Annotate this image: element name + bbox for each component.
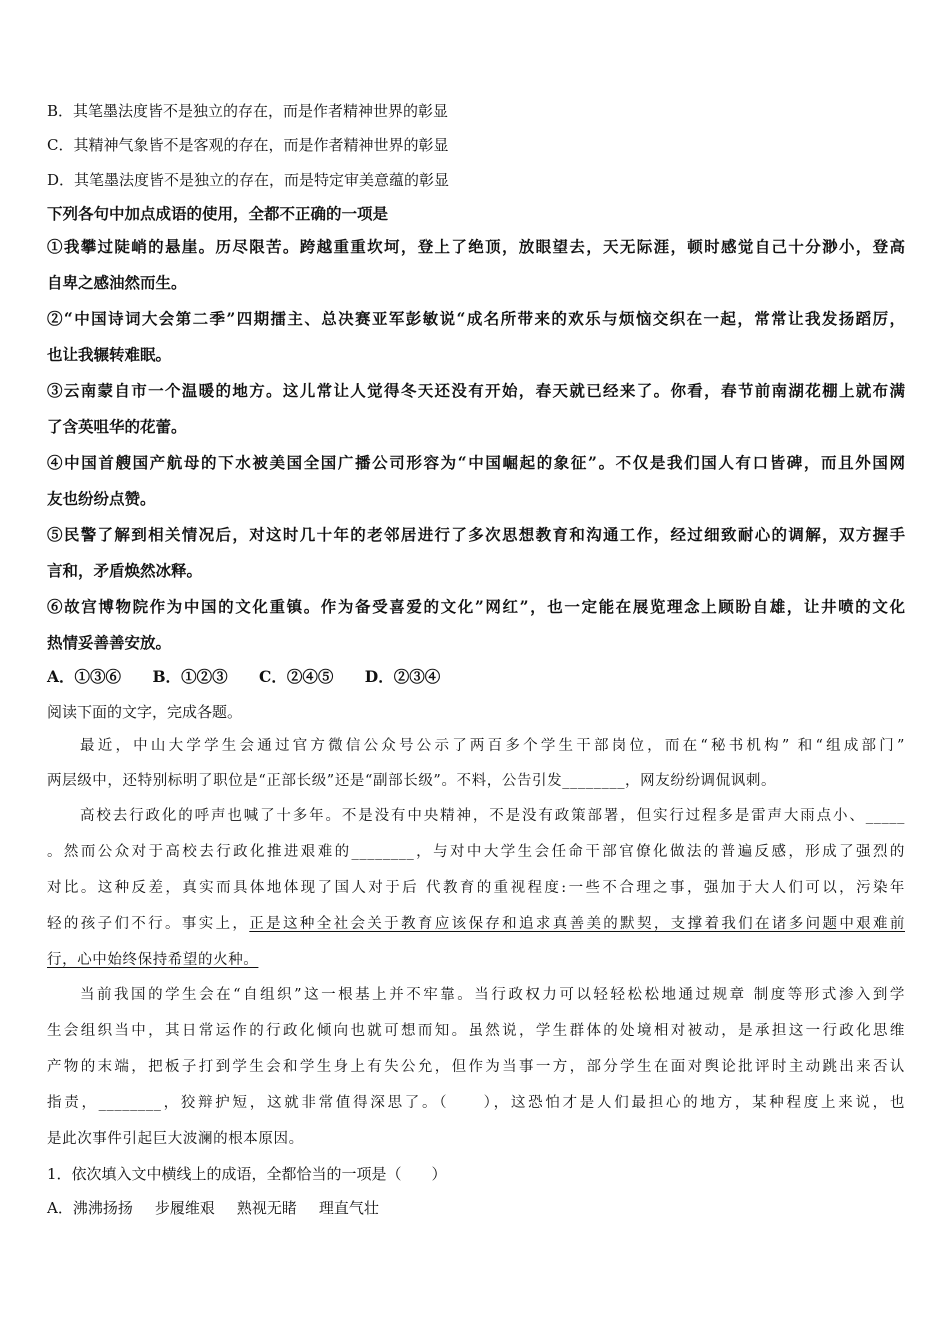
reading-instruction: 阅读下面的文字，完成各题。 <box>47 703 243 721</box>
passage-line: 产物的末端，把板子打到学生会和学生身上有失公允，但作为当事一方，部分学生在面对舆论批评时主动跳出来否认 <box>47 1059 905 1075</box>
option-text: 其笔墨法度皆不是独立的存在，而是特定审美意蕴的彰显 <box>74 171 450 189</box>
sentence-2-line-1: ②“中国诗词大会第二季”四期擂主、总决赛亚军彭敏说“成名所带来的欢乐与烦恼交织在一起，常常让我发扬蹈厉， <box>47 309 905 328</box>
sentence-1-line-1: ①我攀过陡峭的悬崖。历尽限苦。跨越重重坎坷，登上了绝顶，放眼望去，天无际涯，顿时感觉自己十分渺小，登高 <box>47 237 905 256</box>
passage-line: 。然而公众对于高校去行政化推进艰难的________，与对中大学生会任命干部官僚化做法的普遍反感，形成了强烈的 <box>47 844 905 860</box>
sentence-3-line-2: 了含英咀华的花蕾。 <box>47 417 187 436</box>
answer-choices <box>47 667 440 687</box>
passage-line: 对比。这种反差，真实而具体地体现了国人对于后 代教育的重视程度:一些不合理之事，强加于大人们可以，污染年 <box>47 880 905 896</box>
choice-b: B．①②③ <box>152 667 228 686</box>
passage-line: 生会组织当中，其日常运作的行政化倾向也就可想而知。虽然说，学生群体的处境相对被动，是承担这一行政化思维 <box>47 1023 905 1039</box>
passage-text: 轻的孩子们不行。事实上， <box>47 916 250 932</box>
choice-c: C．②④⑤ <box>258 667 334 686</box>
sentence-6-line-2: 热情妥善善安放。 <box>47 633 172 652</box>
sentence-4-line-2: 友也纷纷点赞。 <box>47 489 156 508</box>
option-text: 其笔墨法度皆不是独立的存在，而是作者精神世界的彰显 <box>73 102 449 120</box>
passage-line: 两层级中，还特别标明了职位是“正部长级”还是“副部长级”。不料，公告引发________，网友纷纷调侃讽刺。 <box>47 773 777 789</box>
choice-a: A．①③⑥ <box>47 667 122 686</box>
sentence-2-line-2: 也让我辗转难眠。 <box>47 345 172 364</box>
option-label: C． <box>47 136 74 154</box>
question-stem: 下列各句中加点成语的使用，全都不正确的一项是 <box>47 204 389 223</box>
option-label: A． <box>47 1199 73 1217</box>
option-d <box>47 170 449 190</box>
sentence-4-line-1: ④中国首艘国产航母的下水被美国全国广播公司形容为“中国崛起的象征”。不仅是我们国人有口皆碑，而且外国网 <box>47 453 905 472</box>
underlined-sentence: 正是这种全社会关于教育应该保存和追求真善美的默契，支撑着我们在诸多问题中艰难前 <box>249 916 905 932</box>
passage-line: 最近，中山大学学生会通过官方微信公众号公示了两百多个学生干部岗位，而在“秘书机构” 和“组成部门” <box>80 738 905 754</box>
sentence-3-line-1: ③云南蒙自市一个温暖的地方。这儿常让人觉得冬天还没有开始，春天就已经来了。你看，春节前南湖花棚上就布满 <box>47 381 905 400</box>
sentence-6-line-1: ⑥故宫博物院作为中国的文化重镇。作为备受喜爱的文化”网红”，也一定能在展览理念上顾盼自雄，让井喷的文化 <box>47 597 905 616</box>
option-word: 步履维艰 <box>154 1199 215 1217</box>
passage-line: 是此次事件引起巨大波澜的根本原因。 <box>47 1131 304 1147</box>
option-word: 沸沸扬扬 <box>72 1199 133 1217</box>
sentence-5-line-1: ⑤民警了解到相关情况后，对这时几十年的老邻居进行了多次思想教育和沟通工作，经过细致耐心的调解，双方握手 <box>47 525 905 544</box>
sentence-1-line-2: 自卑之感油然而生。 <box>47 273 187 292</box>
passage-line: 指责，________，狡辩护短，这就非常值得深思了。（ ），这恐怕才是人们最担心的地方，某种程度上来说，也 <box>47 1095 905 1111</box>
sentence-5-line-2: 言和，矛盾焕然冰释。 <box>47 561 203 580</box>
option-b <box>47 101 448 121</box>
option-word: 理直气壮 <box>318 1199 379 1217</box>
question-1-stem: 1．依次填入文中横线上的成语，全都恰当的一项是（ ） <box>47 1165 447 1183</box>
option-c <box>47 135 449 155</box>
option-text: 其精神气象皆不是客观的存在，而是作者精神世界的彰显 <box>73 136 449 154</box>
option-word: 熟视无睹 <box>236 1199 297 1217</box>
passage-line: 高校去行政化的呼声也喊了十多年。不是没有中央精神，不是没有政策部署，但实行过程多是雷声大雨点小、_____ <box>80 808 905 824</box>
question-1-option-a <box>47 1198 379 1218</box>
passage-line <box>47 914 905 934</box>
choice-d: D．②③④ <box>364 667 441 686</box>
passage-line: 当前我国的学生会在“自组织”这一根基上并不牢靠。当行政权力可以轻轻松松地通过规章 制度等形式渗入到学 <box>80 987 905 1003</box>
underlined-sentence-end: 行，心中始终保持希望的火种。 <box>47 952 259 968</box>
option-label: B． <box>47 102 74 120</box>
option-label: D． <box>47 171 75 189</box>
